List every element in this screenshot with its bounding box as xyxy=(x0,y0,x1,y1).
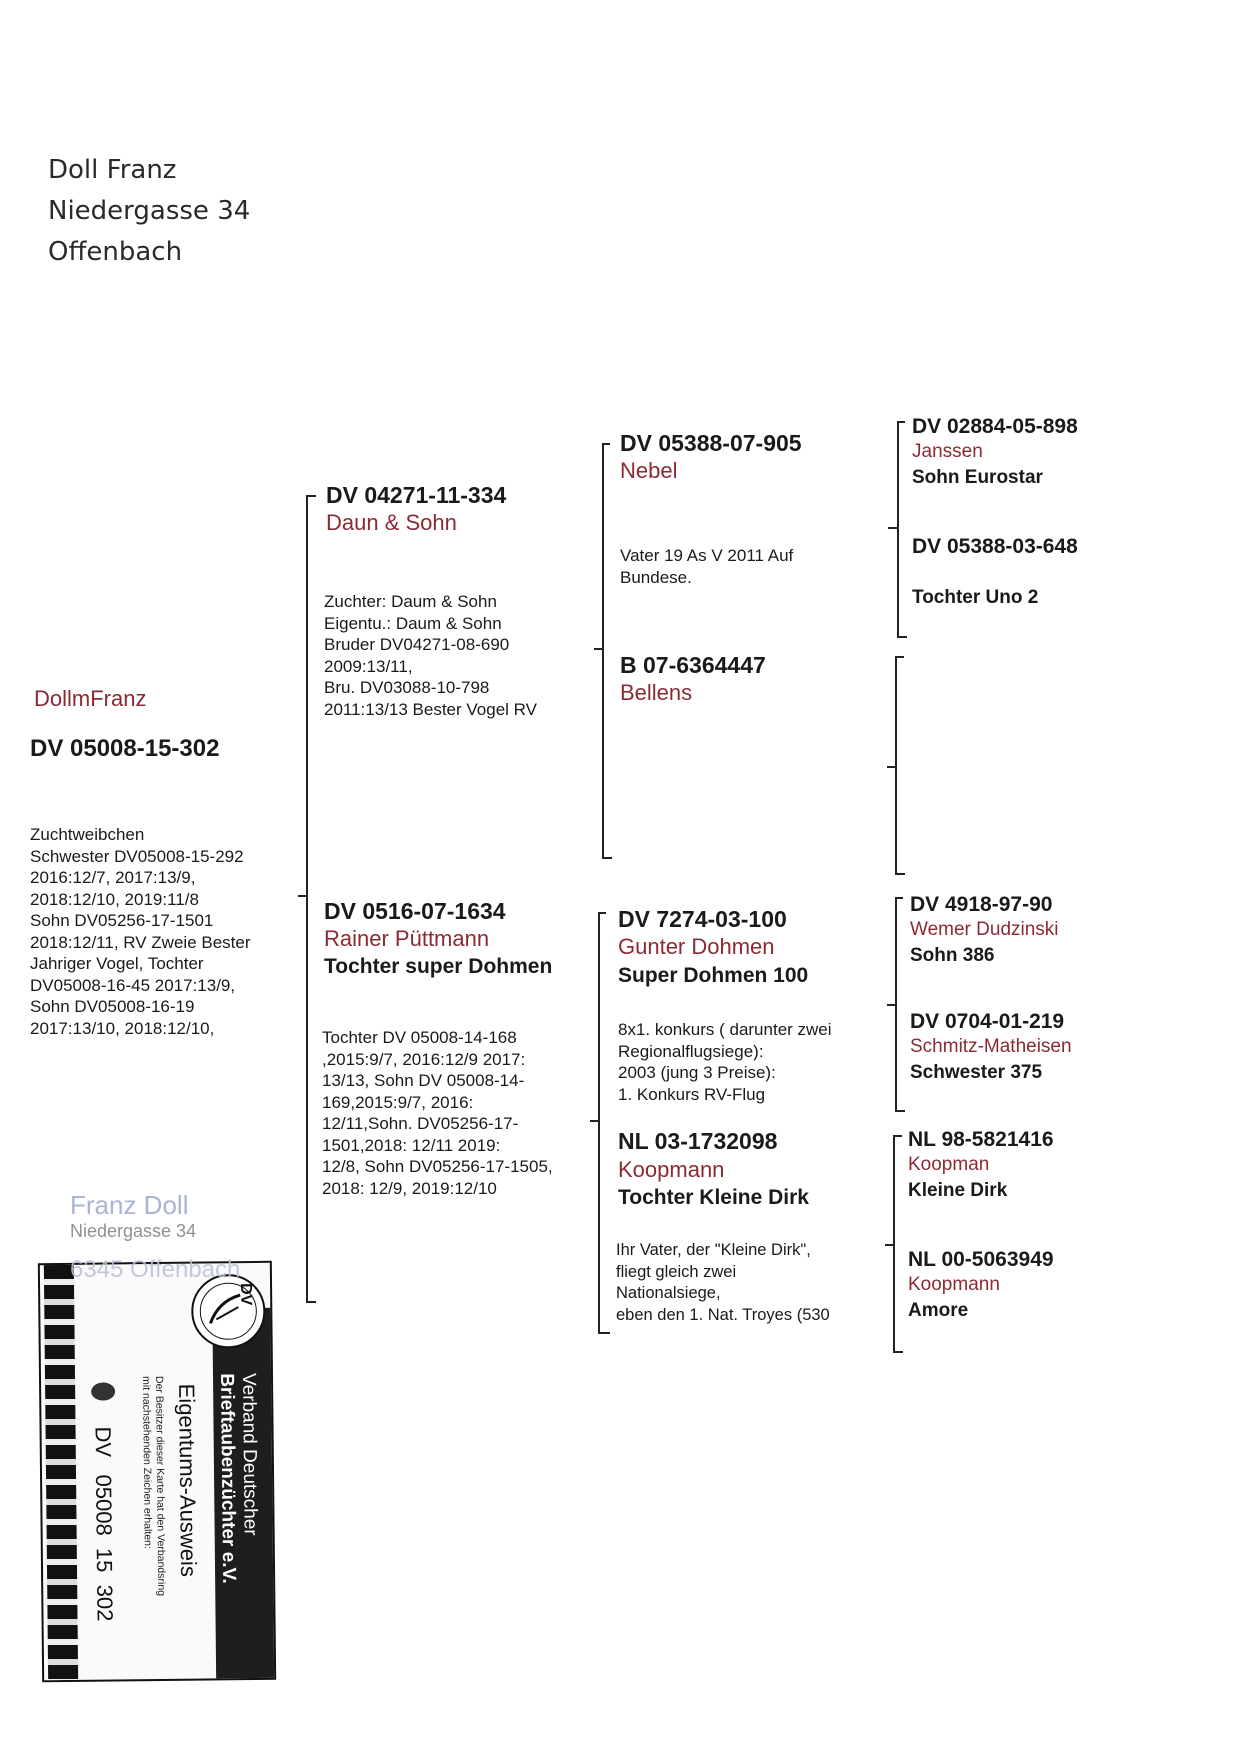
gp-dd-notes: Ihr Vater, der "Kleine Dirk", fliegt gleich zwei Nationalsiege, eben den 1. Nat. Troyes (530 xyxy=(616,1241,830,1324)
ggp-ddd-name: Amore xyxy=(908,1300,969,1321)
bracket-tick xyxy=(306,1301,316,1303)
card-ring-prefix: DV xyxy=(90,1426,116,1458)
bracket-tick xyxy=(598,912,606,914)
bracket-tick xyxy=(594,648,602,650)
subject-notes: Zuchtweibchen Schwester DV05008-15-292 2016:12/7, 2017:13/9, 2018:12/10, 2019:11/8 Sohn DV05256-17-1501 2018:12/11, RV Zweie Bester Jahriger Vogel, Tochter DV05008-16-45 2017:13/9, Sohn DV05008-16-19 2017:13/10, 2018:12/10, xyxy=(30,825,251,1038)
stamp-line1: Franz Doll xyxy=(70,1190,189,1220)
ggp-sss-name: Sohn Eurostar xyxy=(912,467,1043,488)
ggp-dsd-ring: DV 0704-01-219 xyxy=(910,1010,1065,1033)
bracket-ds-parents xyxy=(895,897,897,1112)
address-stamp xyxy=(70,1190,240,1284)
seal-letters: DV xyxy=(237,1282,255,1306)
card-ring-number: 05008 15 302 xyxy=(91,1474,118,1622)
bracket-tick xyxy=(893,1135,902,1137)
bracket-tick xyxy=(602,443,610,445)
sire-ring: DV 04271-11-334 xyxy=(326,482,507,508)
ggp-dds-name: Kleine Dirk xyxy=(908,1180,1008,1201)
gp-ds-name: Super Dohmen 100 xyxy=(618,964,809,987)
sire-breeder: Daun & Sohn xyxy=(326,510,457,535)
bracket-sire-parents xyxy=(602,443,604,859)
owner-street: Niedergasse 34 xyxy=(48,196,251,226)
dam-breeder: Rainer Püttmann xyxy=(324,926,490,951)
ggp-dds-breeder: Koopman xyxy=(908,1154,990,1175)
gp-ds-ring: DV 7274-03-100 xyxy=(618,906,787,932)
bracket-sd-parents xyxy=(895,656,897,875)
gp-ds-breeder: Gunter Dohmen xyxy=(618,934,775,959)
card-subtitle-line1: Der Besitzer dieser Karte hat den Verbandsring xyxy=(153,1375,168,1597)
owner-name: Doll Franz xyxy=(48,155,177,185)
subject-ring: DV 05008-15-302 xyxy=(30,735,220,762)
stamp-line3: 6345 Offenbach xyxy=(70,1256,241,1283)
gp-ss-ring: DV 05388-07-905 xyxy=(620,430,802,456)
ggp-dss-ring: DV 4918-97-90 xyxy=(910,893,1053,916)
ggp-dss-name: Sohn 386 xyxy=(910,945,995,966)
ggp-dsd-name: Schwester 375 xyxy=(910,1062,1043,1083)
sire-notes: Zuchter: Daum & Sohn Eigentu.: Daum & Sohn Bruder DV04271-08-690 2009:13/11, Bru. DV03088-10-798 2011:13/13 Bester Vogel RV xyxy=(324,592,537,719)
bracket-dam-parents xyxy=(598,912,600,1334)
gp-sd-breeder: Bellens xyxy=(620,680,693,705)
bracket-tick xyxy=(306,495,316,497)
owner-address xyxy=(48,150,250,273)
pigeon-icon xyxy=(91,1382,115,1400)
gp-ss-breeder: Nebel xyxy=(620,458,678,483)
ggp-dss-breeder: Wemer Dudzinski xyxy=(910,919,1059,940)
bracket-tick xyxy=(895,656,904,658)
dam-notes: Tochter DV 05008-14-168 ,2015:9/7, 2016:12/9 2017: 13/13, Sohn DV 05008-14- 169,2015:9/7, 2016: 12/11,Sohn. DV05256-17- 1501,2018: 12/11 2019: 12/8, Sohn DV05256-17-1505, 2018: 12/9, 2019:12/10 xyxy=(322,1028,553,1198)
card-title: Eigentums-Ausweis xyxy=(174,1383,202,1577)
ggp-ddd-breeder: Koopmann xyxy=(908,1274,1000,1295)
bracket-dd-parents xyxy=(893,1135,895,1353)
gp-ds-notes: 8x1. konkurs ( darunter zwei Regionalflugsiege): 2003 (jung 3 Preise): 1. Konkurs RV-Flug xyxy=(618,1020,832,1104)
bracket-tick xyxy=(888,527,897,529)
card-org-line2: Brieftaubenzüchter e.V. xyxy=(215,1373,240,1584)
gp-ss-notes: Vater 19 As V 2011 Auf Bundese. xyxy=(620,546,794,587)
dam-ring: DV 0516-07-1634 xyxy=(324,898,506,924)
ggp-sss-breeder: Janssen xyxy=(912,441,983,462)
bracket-tick xyxy=(887,1004,895,1006)
bracket-tick xyxy=(897,421,905,423)
card-subtitle-line2: mit nachstehenden Zeichen erhalten: xyxy=(140,1376,154,1549)
card-org-line1: Verband Deutscher xyxy=(237,1372,261,1536)
gp-dd-ring: NL 03-1732098 xyxy=(618,1128,778,1154)
gp-dd-name: Tochter Kleine Dirk xyxy=(618,1186,809,1209)
ggp-dds-ring: NL 98-5821416 xyxy=(908,1128,1054,1151)
gp-sd-ring: B 07-6364447 xyxy=(620,652,766,678)
bracket-ss-parents xyxy=(897,421,899,638)
owner-city: Offenbach xyxy=(48,237,183,267)
ggp-ddd-ring: NL 00-5063949 xyxy=(908,1248,1054,1271)
bracket-tick xyxy=(893,1351,903,1353)
ggp-ssd-name: Tochter Uno 2 xyxy=(912,587,1039,608)
bracket-tick xyxy=(897,636,907,638)
dam-name: Tochter super Dohmen xyxy=(324,955,553,978)
bracket-tick xyxy=(885,1244,893,1246)
ggp-sss-ring: DV 02884-05-898 xyxy=(912,415,1078,438)
ggp-dsd-breeder: Schmitz-Matheisen xyxy=(910,1036,1072,1057)
bracket-tick xyxy=(895,1110,905,1112)
bracket-tick xyxy=(895,873,905,875)
subject-breeder: DollmFranz xyxy=(34,686,147,711)
bracket-parents xyxy=(306,495,308,1303)
bracket-tick xyxy=(602,857,612,859)
card-border-pattern xyxy=(44,1265,78,1680)
gp-dd-breeder: Koopmann xyxy=(618,1157,725,1182)
bracket-tick xyxy=(895,897,903,899)
bracket-tick xyxy=(598,1332,610,1334)
stamp-line2: Niedergasse 34 xyxy=(70,1221,197,1241)
ownership-card xyxy=(38,1261,276,1682)
bracket-tick xyxy=(590,1120,598,1122)
ggp-ssd-ring: DV 05388-03-648 xyxy=(912,535,1078,558)
bracket-tick xyxy=(298,895,306,897)
bracket-tick xyxy=(887,766,895,768)
